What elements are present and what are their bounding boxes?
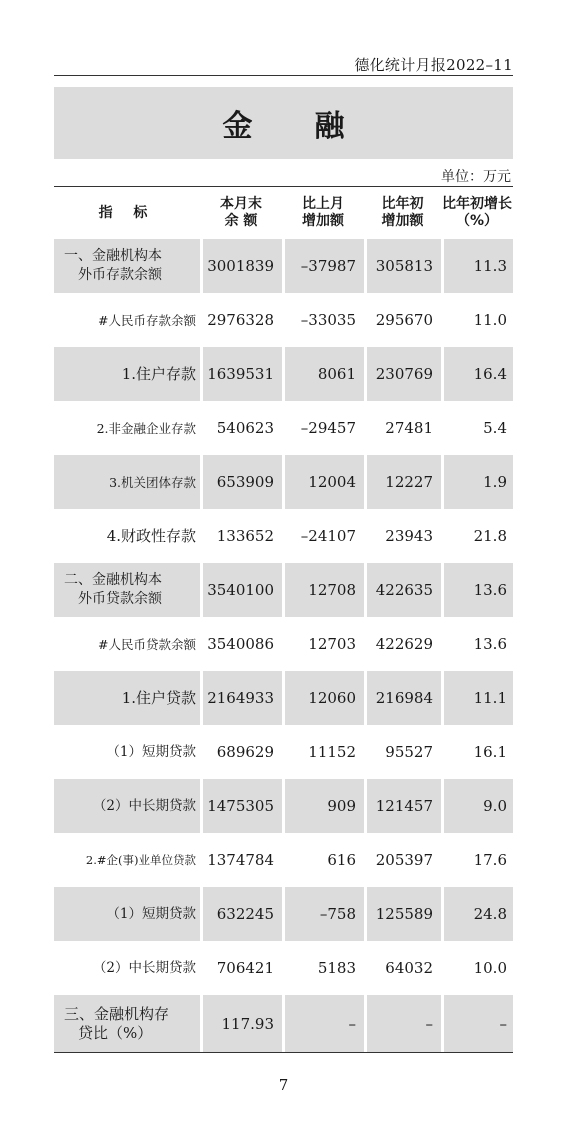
table-row xyxy=(54,401,513,455)
cell-growth: 13.6 xyxy=(473,635,507,653)
cell-growth: 1.9 xyxy=(441,455,513,509)
cell-balance: 3540086 xyxy=(207,635,274,653)
table-row xyxy=(54,671,513,725)
column-header-vs-year-start: 比年初 增加额 xyxy=(381,196,424,229)
row-label: 二、金融机构本 外币贷款余额 xyxy=(54,563,200,617)
cell-month-change: –29457 xyxy=(300,419,356,437)
cell-year-change: 95527 xyxy=(385,743,433,761)
cell-month-change: –24107 xyxy=(300,527,356,545)
cell-balance: 3540100 xyxy=(200,563,282,617)
row-label: 2.#企(事)业单位贷款 xyxy=(85,852,196,867)
table-row xyxy=(54,293,513,347)
cell-year-change: 64032 xyxy=(385,959,433,977)
section-title-band xyxy=(54,87,513,159)
cell-year-change: – xyxy=(364,995,441,1052)
row-label: 1.住户存款 xyxy=(54,347,200,401)
cell-balance: 632245 xyxy=(200,887,282,941)
cell-balance: 133652 xyxy=(216,527,274,545)
column-header-indicator: 指 标 xyxy=(98,204,156,221)
row-label: （2）中长期贷款 xyxy=(92,959,196,976)
cell-growth: 5.4 xyxy=(483,419,507,437)
page-number: 7 xyxy=(278,1076,289,1094)
table-row xyxy=(54,725,513,779)
cell-month-change: 909 xyxy=(282,779,364,833)
cell-balance: 2164933 xyxy=(200,671,282,725)
cell-year-change: 295670 xyxy=(375,311,433,329)
cell-growth: 24.8 xyxy=(441,887,513,941)
cell-balance: 2976328 xyxy=(207,311,274,329)
cell-growth: 10.0 xyxy=(473,959,507,977)
table-row xyxy=(54,833,513,887)
section-title: 金融 xyxy=(222,109,407,144)
column-header-vs-last-month: 比上月 增加额 xyxy=(302,196,344,229)
table-row xyxy=(54,509,513,563)
cell-growth: – xyxy=(441,995,513,1052)
row-label: （2）中长期贷款 xyxy=(54,779,200,833)
cell-month-change: 12703 xyxy=(308,635,356,653)
table-row xyxy=(54,995,513,1052)
cell-balance: 117.93 xyxy=(200,995,282,1052)
table-row xyxy=(54,239,513,293)
row-label: 1.住户贷款 xyxy=(54,671,200,725)
column-header-month-end-balance: 本月末 余 额 xyxy=(220,196,262,229)
cell-year-change: 121457 xyxy=(364,779,441,833)
cell-growth: 11.1 xyxy=(441,671,513,725)
cell-year-change: 12227 xyxy=(364,455,441,509)
cell-growth: 17.6 xyxy=(473,851,507,869)
row-label: （1）短期贷款 xyxy=(106,743,196,760)
row-label: 一、金融机构本 外币存款余额 xyxy=(54,239,200,293)
cell-growth: 11.0 xyxy=(473,311,507,329)
row-label: 3.机关团体存款 xyxy=(54,455,200,509)
table-row xyxy=(54,347,513,401)
table-row xyxy=(54,563,513,617)
column-header-growth-rate: 比年初增长 （%） xyxy=(442,196,512,229)
table-row xyxy=(54,617,513,671)
cell-month-change: 11152 xyxy=(308,743,356,761)
cell-year-change: 125589 xyxy=(364,887,441,941)
cell-month-change: –37987 xyxy=(282,239,364,293)
cell-balance: 706421 xyxy=(216,959,274,977)
cell-month-change: 5183 xyxy=(317,959,356,977)
cell-month-change: 12708 xyxy=(282,563,364,617)
table-header-row xyxy=(54,187,513,239)
cell-balance: 653909 xyxy=(200,455,282,509)
cell-month-change: 616 xyxy=(327,851,356,869)
cell-month-change: 12004 xyxy=(282,455,364,509)
cell-month-change: –758 xyxy=(282,887,364,941)
cell-year-change: 205397 xyxy=(375,851,433,869)
table-row xyxy=(54,455,513,509)
row-label: （1）短期贷款 xyxy=(54,887,200,941)
cell-year-change: 23943 xyxy=(385,527,433,545)
cell-growth: 13.6 xyxy=(441,563,513,617)
cell-year-change: 216984 xyxy=(364,671,441,725)
unit-label: 单位：万元 xyxy=(441,169,511,185)
table-row xyxy=(54,779,513,833)
cell-year-change: 27481 xyxy=(385,419,433,437)
cell-balance: 540623 xyxy=(216,419,274,437)
cell-growth: 9.0 xyxy=(441,779,513,833)
row-label: 2.非金融企业存款 xyxy=(96,420,196,436)
cell-year-change: 422629 xyxy=(375,635,433,653)
table-row xyxy=(54,887,513,941)
cell-growth: 16.4 xyxy=(441,347,513,401)
cell-month-change: 8061 xyxy=(282,347,364,401)
row-label: 三、金融机构存 贷比（%） xyxy=(54,995,200,1052)
cell-growth: 11.3 xyxy=(441,239,513,293)
cell-year-change: 305813 xyxy=(364,239,441,293)
table-row xyxy=(54,941,513,995)
row-label: #人民币贷款余额 xyxy=(98,636,196,652)
cell-year-change: 230769 xyxy=(364,347,441,401)
cell-balance: 3001839 xyxy=(200,239,282,293)
cell-balance: 1475305 xyxy=(200,779,282,833)
cell-month-change: – xyxy=(282,995,364,1052)
cell-month-change: –33035 xyxy=(300,311,356,329)
cell-balance: 1374784 xyxy=(207,851,274,869)
row-label: #人民币存款余额 xyxy=(98,312,196,328)
row-label: 4.财政性存款 xyxy=(106,526,196,545)
cell-year-change: 422635 xyxy=(364,563,441,617)
header-rule xyxy=(54,75,513,76)
cell-month-change: 12060 xyxy=(282,671,364,725)
running-header: 德化统计月报2022–11 xyxy=(354,56,513,74)
cell-growth: 21.8 xyxy=(473,527,507,545)
cell-balance: 689629 xyxy=(216,743,274,761)
finance-table xyxy=(54,186,513,1053)
cell-balance: 1639531 xyxy=(200,347,282,401)
cell-growth: 16.1 xyxy=(473,743,507,761)
